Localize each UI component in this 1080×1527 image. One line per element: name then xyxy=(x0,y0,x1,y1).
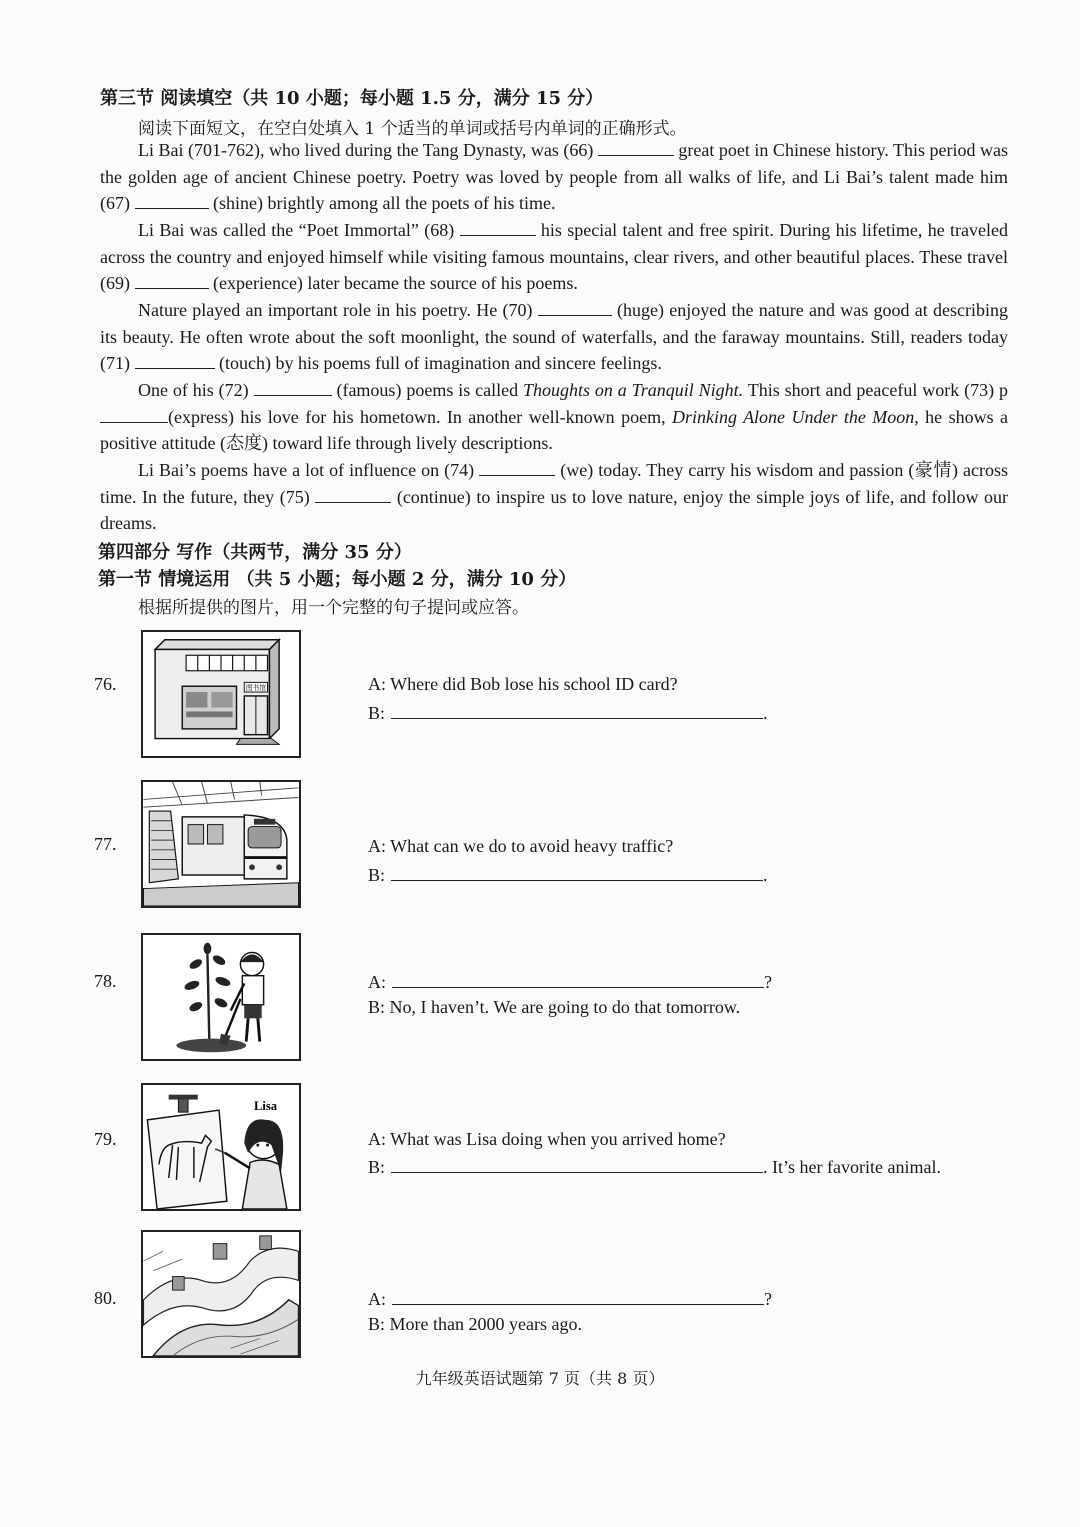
question-76 xyxy=(0,630,1080,762)
library-building-image xyxy=(141,630,301,758)
question-77 xyxy=(0,780,1080,912)
page-footer: 九年级英语试题第 7 页（共 8 页） xyxy=(415,1369,665,1388)
dialogue-line-a: A: What was Lisa doing when you arrived home? xyxy=(368,1129,726,1149)
question-80 xyxy=(0,1230,1080,1362)
dialogue-line-b: B: No, I haven’t. We are going to do that tomorrow. xyxy=(368,997,741,1017)
passage-paragraph-1: Li Bai (701-762), who lived during the Tang Dynasty, was (66) great poet in Chinese history. This period was the golden age of ancient Chinese poetry. Poetry was loved by people from all walks of life, and Li Bai’s talent made him (67) (shine) brightly among all the poets of his time. xyxy=(100,140,1008,214)
lisa-label: Lisa xyxy=(254,1099,278,1114)
question-number: 80. xyxy=(94,1288,117,1308)
blank-71[interactable] xyxy=(135,352,215,369)
great-wall-image xyxy=(141,1230,301,1358)
boy-planting-tree-image xyxy=(141,933,301,1061)
passage-paragraph-4: One of his (72) (famous) poems is called Thoughts on a Tranquil Night. This short and peaceful work (73) p(express) his love for his hometown. In another well-known poem, Drinking Alone Under the Moon, he shows a positive attitude (态度) toward life through lively descriptions. xyxy=(100,380,1008,454)
blank-75[interactable] xyxy=(315,486,391,503)
blank-69[interactable] xyxy=(135,272,209,289)
blank-74[interactable] xyxy=(479,459,555,476)
question-79 xyxy=(0,1083,1080,1215)
dialogue-line-b: B: More than 2000 years ago. xyxy=(368,1314,582,1334)
passage-paragraph-3: Nature played an important role in his poetry. He (70) (huge) enjoyed the nature and was good at describing its beauty. He often wrote about the soft moonlight, the sound of waterfalls, and the faraway mountains. Still, readers today (71) (touch) by his poems full of imagination and sincere feelings. xyxy=(100,300,1008,374)
section3-heading: 第三节 阅读填空（共 10 小题；每小题 1.5 分，满分 15 分） xyxy=(100,88,604,109)
passage-paragraph-2: Li Bai was called the “Poet Immortal” (68) his special talent and free spirit. During his lifetime, he traveled across the country and enjoyed himself while visiting famous mountains, clear rivers, and other beautiful places. These travel (69) (experience) later became the source of his poems. xyxy=(100,220,1008,294)
part4-subheading: 第一节 情境运用 （共 5 小题；每小题 2 分，满分 10 分） xyxy=(98,569,577,590)
dialogue-line-b: B: . It’s her favorite animal. xyxy=(368,1157,941,1177)
subway-train-image xyxy=(141,780,301,908)
blank-73[interactable] xyxy=(100,406,168,423)
dialogue-line-a: A: ? xyxy=(368,1289,772,1309)
dialogue-line-a: A: What can we do to avoid heavy traffic? xyxy=(368,836,674,856)
answer-blank-77[interactable] xyxy=(391,864,763,881)
dialogue-line-b: B: . xyxy=(368,703,768,723)
answer-blank-78[interactable] xyxy=(392,971,764,988)
section3-instruction: 阅读下面短文，在空白处填入 1 个适当的单词或括号内单词的正确形式。 xyxy=(138,119,687,139)
dialogue-line-b: B: . xyxy=(368,865,768,885)
blank-67[interactable] xyxy=(135,192,209,209)
blank-66[interactable] xyxy=(598,139,674,156)
question-number: 77. xyxy=(94,834,117,854)
blank-68[interactable] xyxy=(460,219,536,236)
part4-instruction: 根据所提供的图片，用一个完整的句子提问或应答。 xyxy=(138,598,529,618)
blank-70[interactable] xyxy=(538,299,612,316)
question-78 xyxy=(0,933,1080,1065)
answer-blank-80[interactable] xyxy=(392,1288,764,1305)
question-number: 79. xyxy=(94,1129,117,1149)
blank-72[interactable] xyxy=(254,379,332,396)
library-sign-text: 图书馆 xyxy=(245,684,267,693)
part4-heading: 第四部分 写作（共两节，满分 35 分） xyxy=(98,542,412,563)
answer-blank-76[interactable] xyxy=(391,702,763,719)
answer-blank-79[interactable] xyxy=(391,1156,763,1173)
girl-painting-horse-image xyxy=(141,1083,301,1211)
dialogue-line-a: A: Where did Bob lose his school ID card? xyxy=(368,674,678,694)
dialogue-line-a: A: ? xyxy=(368,972,772,992)
question-number: 76. xyxy=(94,674,117,694)
question-number: 78. xyxy=(94,971,117,991)
passage-paragraph-5: Li Bai’s poems have a lot of influence on (74) (we) today. They carry his wisdom and passion (豪情) across time. In the future, they (75) (continue) to inspire us to love nature, enjoy the simple joys of life, and follow our dreams. xyxy=(100,460,1009,534)
